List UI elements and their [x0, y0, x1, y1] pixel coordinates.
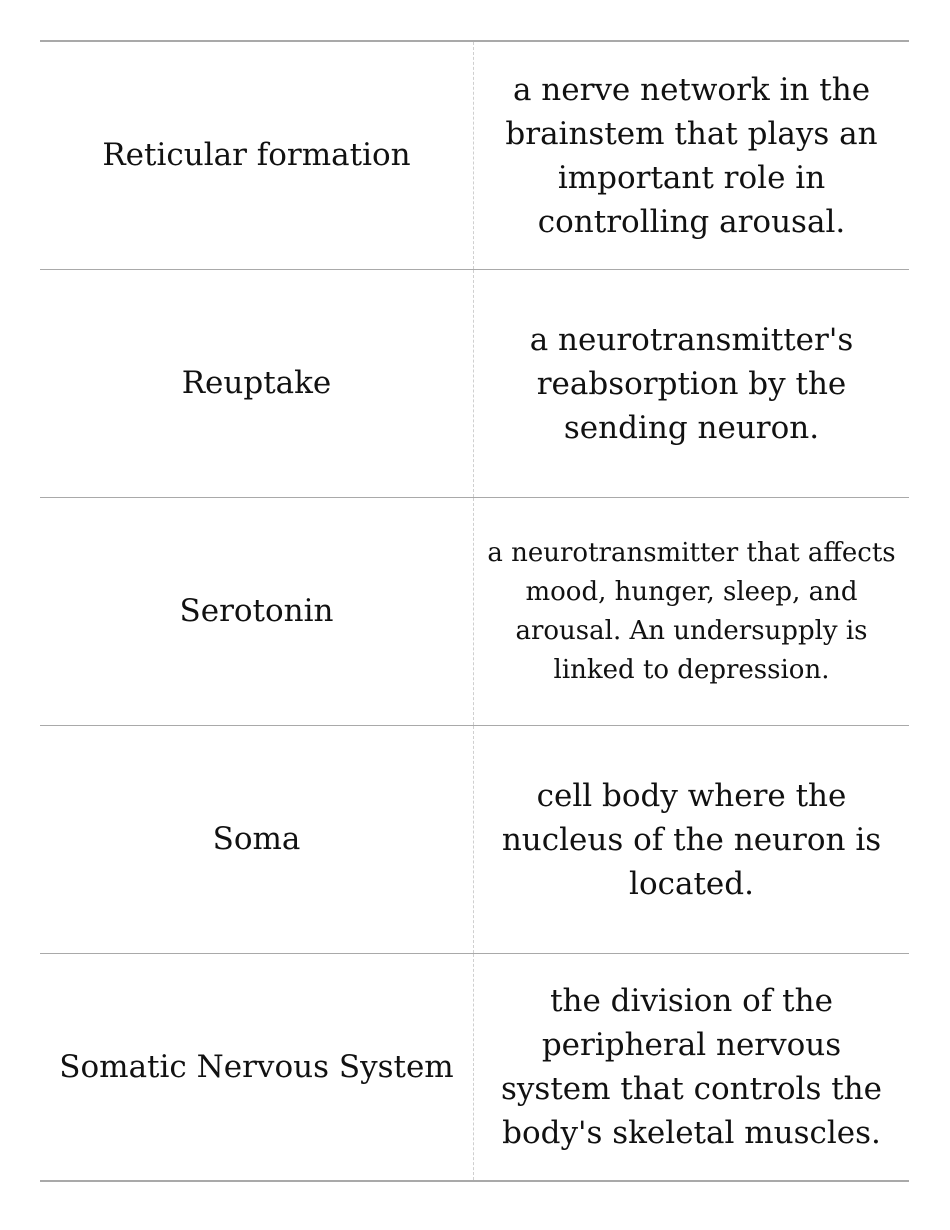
flashcard-term: [40, 498, 474, 725]
definition-text: a neurotransmitter that affects mood, hunger, sleep, and arousal. An undersupply is linked to depression.: [487, 537, 896, 685]
flashcard-definition: [474, 726, 909, 953]
definition-text: cell body where the nucleus of the neuron is located.: [501, 777, 882, 902]
term-text: Serotonin: [179, 593, 334, 630]
definition-text: a neurotransmitter's reabsorption by the sending neuron.: [529, 321, 854, 446]
flashcard-row: [40, 498, 909, 726]
flashcard-term: [40, 954, 474, 1180]
flashcard-term: [40, 270, 474, 497]
term-text: Soma: [212, 821, 301, 858]
flashcard-row: [40, 270, 909, 498]
flashcard-definition: [474, 498, 909, 725]
definition-text: a nerve network in the brainstem that plays an important role in controlling arousal.: [505, 71, 878, 240]
definition-text: the division of the peripheral nervous system that controls the body's skeletal muscles.: [501, 983, 882, 1151]
flashcard-term: [40, 42, 474, 269]
flashcard-row: [40, 954, 909, 1182]
term-text: Somatic Nervous System: [59, 1048, 454, 1085]
flashcard-definition: [474, 42, 909, 269]
term-text: Reticular formation: [102, 137, 411, 174]
flashcard-sheet: [40, 40, 909, 1182]
flashcard-definition: [474, 954, 909, 1180]
term-text: Reuptake: [181, 365, 332, 402]
flashcard-row: [40, 726, 909, 954]
flashcard-term: [40, 726, 474, 953]
flashcard-row: [40, 40, 909, 270]
flashcard-definition: [474, 270, 909, 497]
